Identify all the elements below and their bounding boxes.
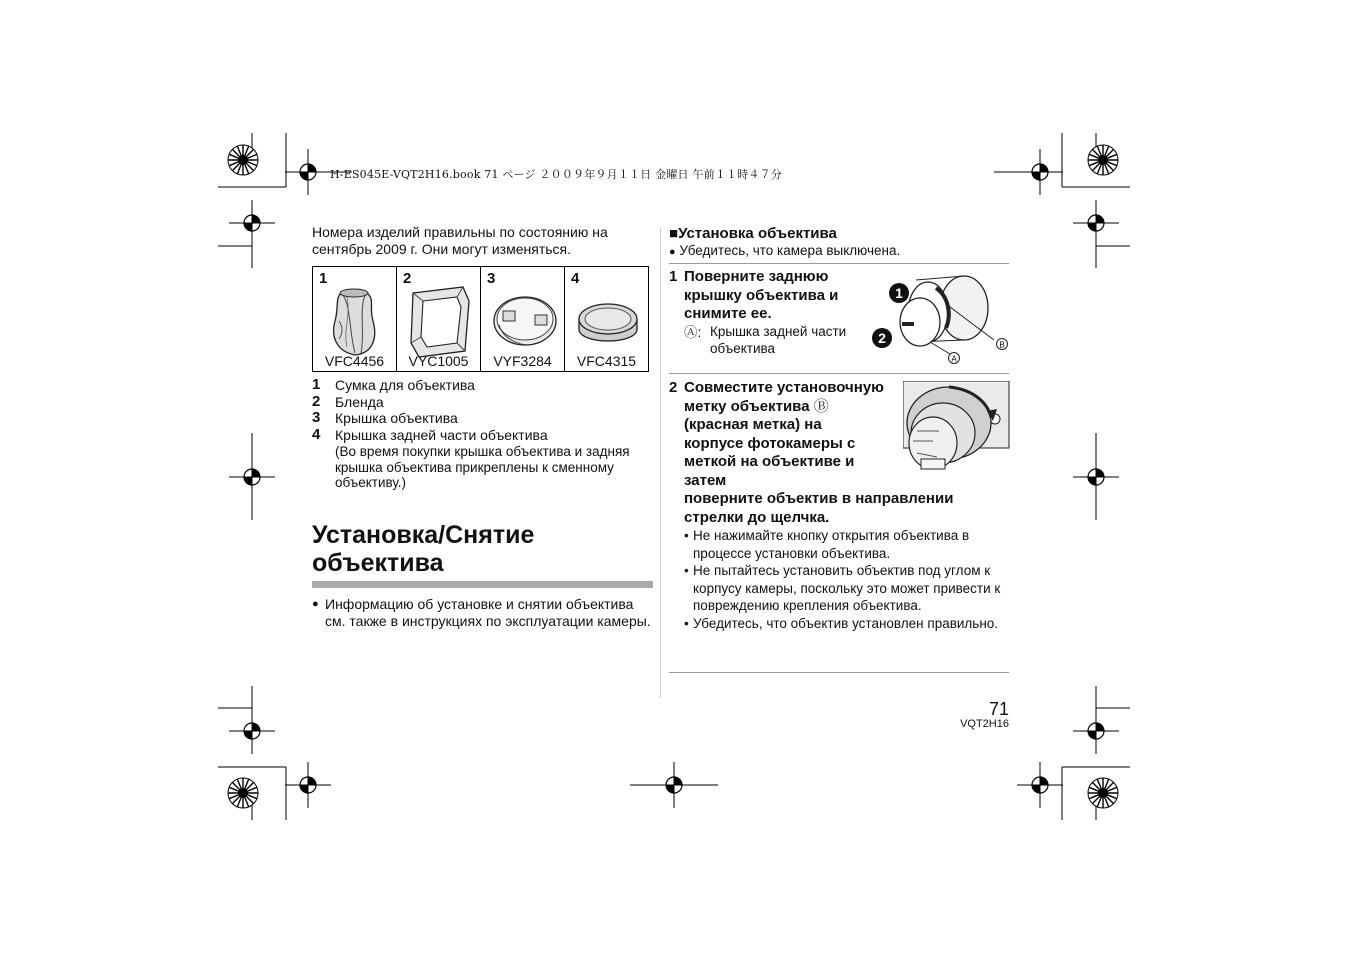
step-2-text-a: Совместите установочную метку объектива [684,379,884,415]
list-item-text: Крышка задней части объектива [335,426,548,443]
mark-b: Ⓑ [813,397,829,415]
print-header: H-ES045E-VQT2H16.book 71 ページ ２００９年９月１１日 金曜日 午前１１時４７分 [330,168,783,181]
intro-text: Номера изделий правильны по состоянию на сентябрь 2009 г. Они могут изменяться. [312,224,608,257]
lens-hood-icon [405,281,475,359]
part-cell-1 [313,267,397,372]
section-title-line-1: Установка/Снятие [312,521,535,549]
page-number: 71 [988,699,1009,719]
bullet-text: Не нажимайте кнопку открытия объектива в процессе установки объектива. [693,528,970,561]
square-bullet-icon: ■ [669,225,679,242]
step-2-text-top [684,379,884,490]
remove-rear-cap-figure [872,266,1012,370]
step-2-bullets [684,527,1009,632]
list-item-text: Крышка объектива [335,410,458,426]
bullet-text: Убедитесь, что объектив установлен правильно. [693,615,999,631]
list-item [684,562,1009,615]
figure-label-1: 1 [895,285,903,301]
divider [669,373,1009,374]
parts-list [312,377,642,491]
step-2-text-c: поверните объектив в направлении стрелки до щелчка. [684,490,954,526]
part-code: VFC4456 [324,353,385,369]
section-title-rule [312,581,653,588]
figure-label-b: B [999,340,1005,350]
lens-cap-icon [489,281,559,359]
divider [669,672,1009,673]
lens-bag-icon [321,281,389,359]
figure-label-2: 2 [878,330,886,346]
figure-label-a: A [951,354,957,364]
section-bullet [312,596,652,630]
column-divider [660,228,661,698]
list-item-number: 1 [312,376,321,393]
rear-cap-icon [573,281,643,359]
list-item [684,615,1009,633]
step-1-sublabel: Крышка задней части объектива [710,324,847,356]
section-title [312,521,534,577]
part-number: 3 [487,270,496,287]
subheading [669,225,837,242]
section-bullet-text: Информацию об установке и снятии объектива см. также в инструкциях по эксплуатации камеры. [325,596,651,629]
step-1-text: Поверните заднюю крышку объектива и снимите ее. [684,268,839,322]
part-number: 1 [319,270,328,287]
list-item [312,377,642,394]
part-number: 4 [571,270,580,287]
parts-table [312,266,649,372]
bullet-symbol: ● [312,598,319,610]
list-item-text: Сумка для объектива [335,377,475,393]
step-1-number: 1 [669,268,678,285]
list-item-text: Бленда [335,393,384,410]
bullet-symbol: ● [669,246,676,258]
list-note: (Во время покупки крышка объектива и задняя крышка объектива прикреплены к сменному объективу.) [335,444,630,490]
label-a: Ⓐ: [684,325,702,340]
list-item-number: 2 [312,392,321,410]
divider [669,263,1009,264]
list-item [312,427,642,444]
part-cell-4 [565,267,649,372]
bullet-text: Не пытайтесь установить объектив под углом к корпусу камеры, поскольку это может привести к повреждению крепления объектива. [693,563,1001,613]
list-item [684,527,1009,562]
bullet-symbol: • [684,563,689,578]
bullet-symbol: • [684,615,689,631]
list-item [312,394,642,411]
part-code: VFC4315 [576,353,637,369]
section-title-line-2: объектива [312,549,444,577]
part-code: VYC1005 [408,353,469,369]
part-code: VYF3284 [493,353,552,369]
subheading-text: Установка объектива [678,225,837,242]
bullet-symbol: • [684,528,689,543]
attach-lens-figure [903,381,1011,474]
part-cell-3 [481,267,565,372]
part-number: 2 [403,270,412,287]
model-code: VQT2H16 [960,718,1009,730]
step-2-text-b: (красная метка) на корпусе фотокамеры с меткой на объективе и затем [684,416,856,489]
list-item-number: 3 [312,409,321,426]
part-cell-2 [397,267,481,372]
power-note-text: Убедитесь, что камера выключена. [679,243,901,258]
list-item [312,410,642,427]
list-item-number: 4 [312,425,321,443]
power-note [669,242,900,261]
step-1-label [684,324,870,357]
step-2-number: 2 [669,379,678,396]
